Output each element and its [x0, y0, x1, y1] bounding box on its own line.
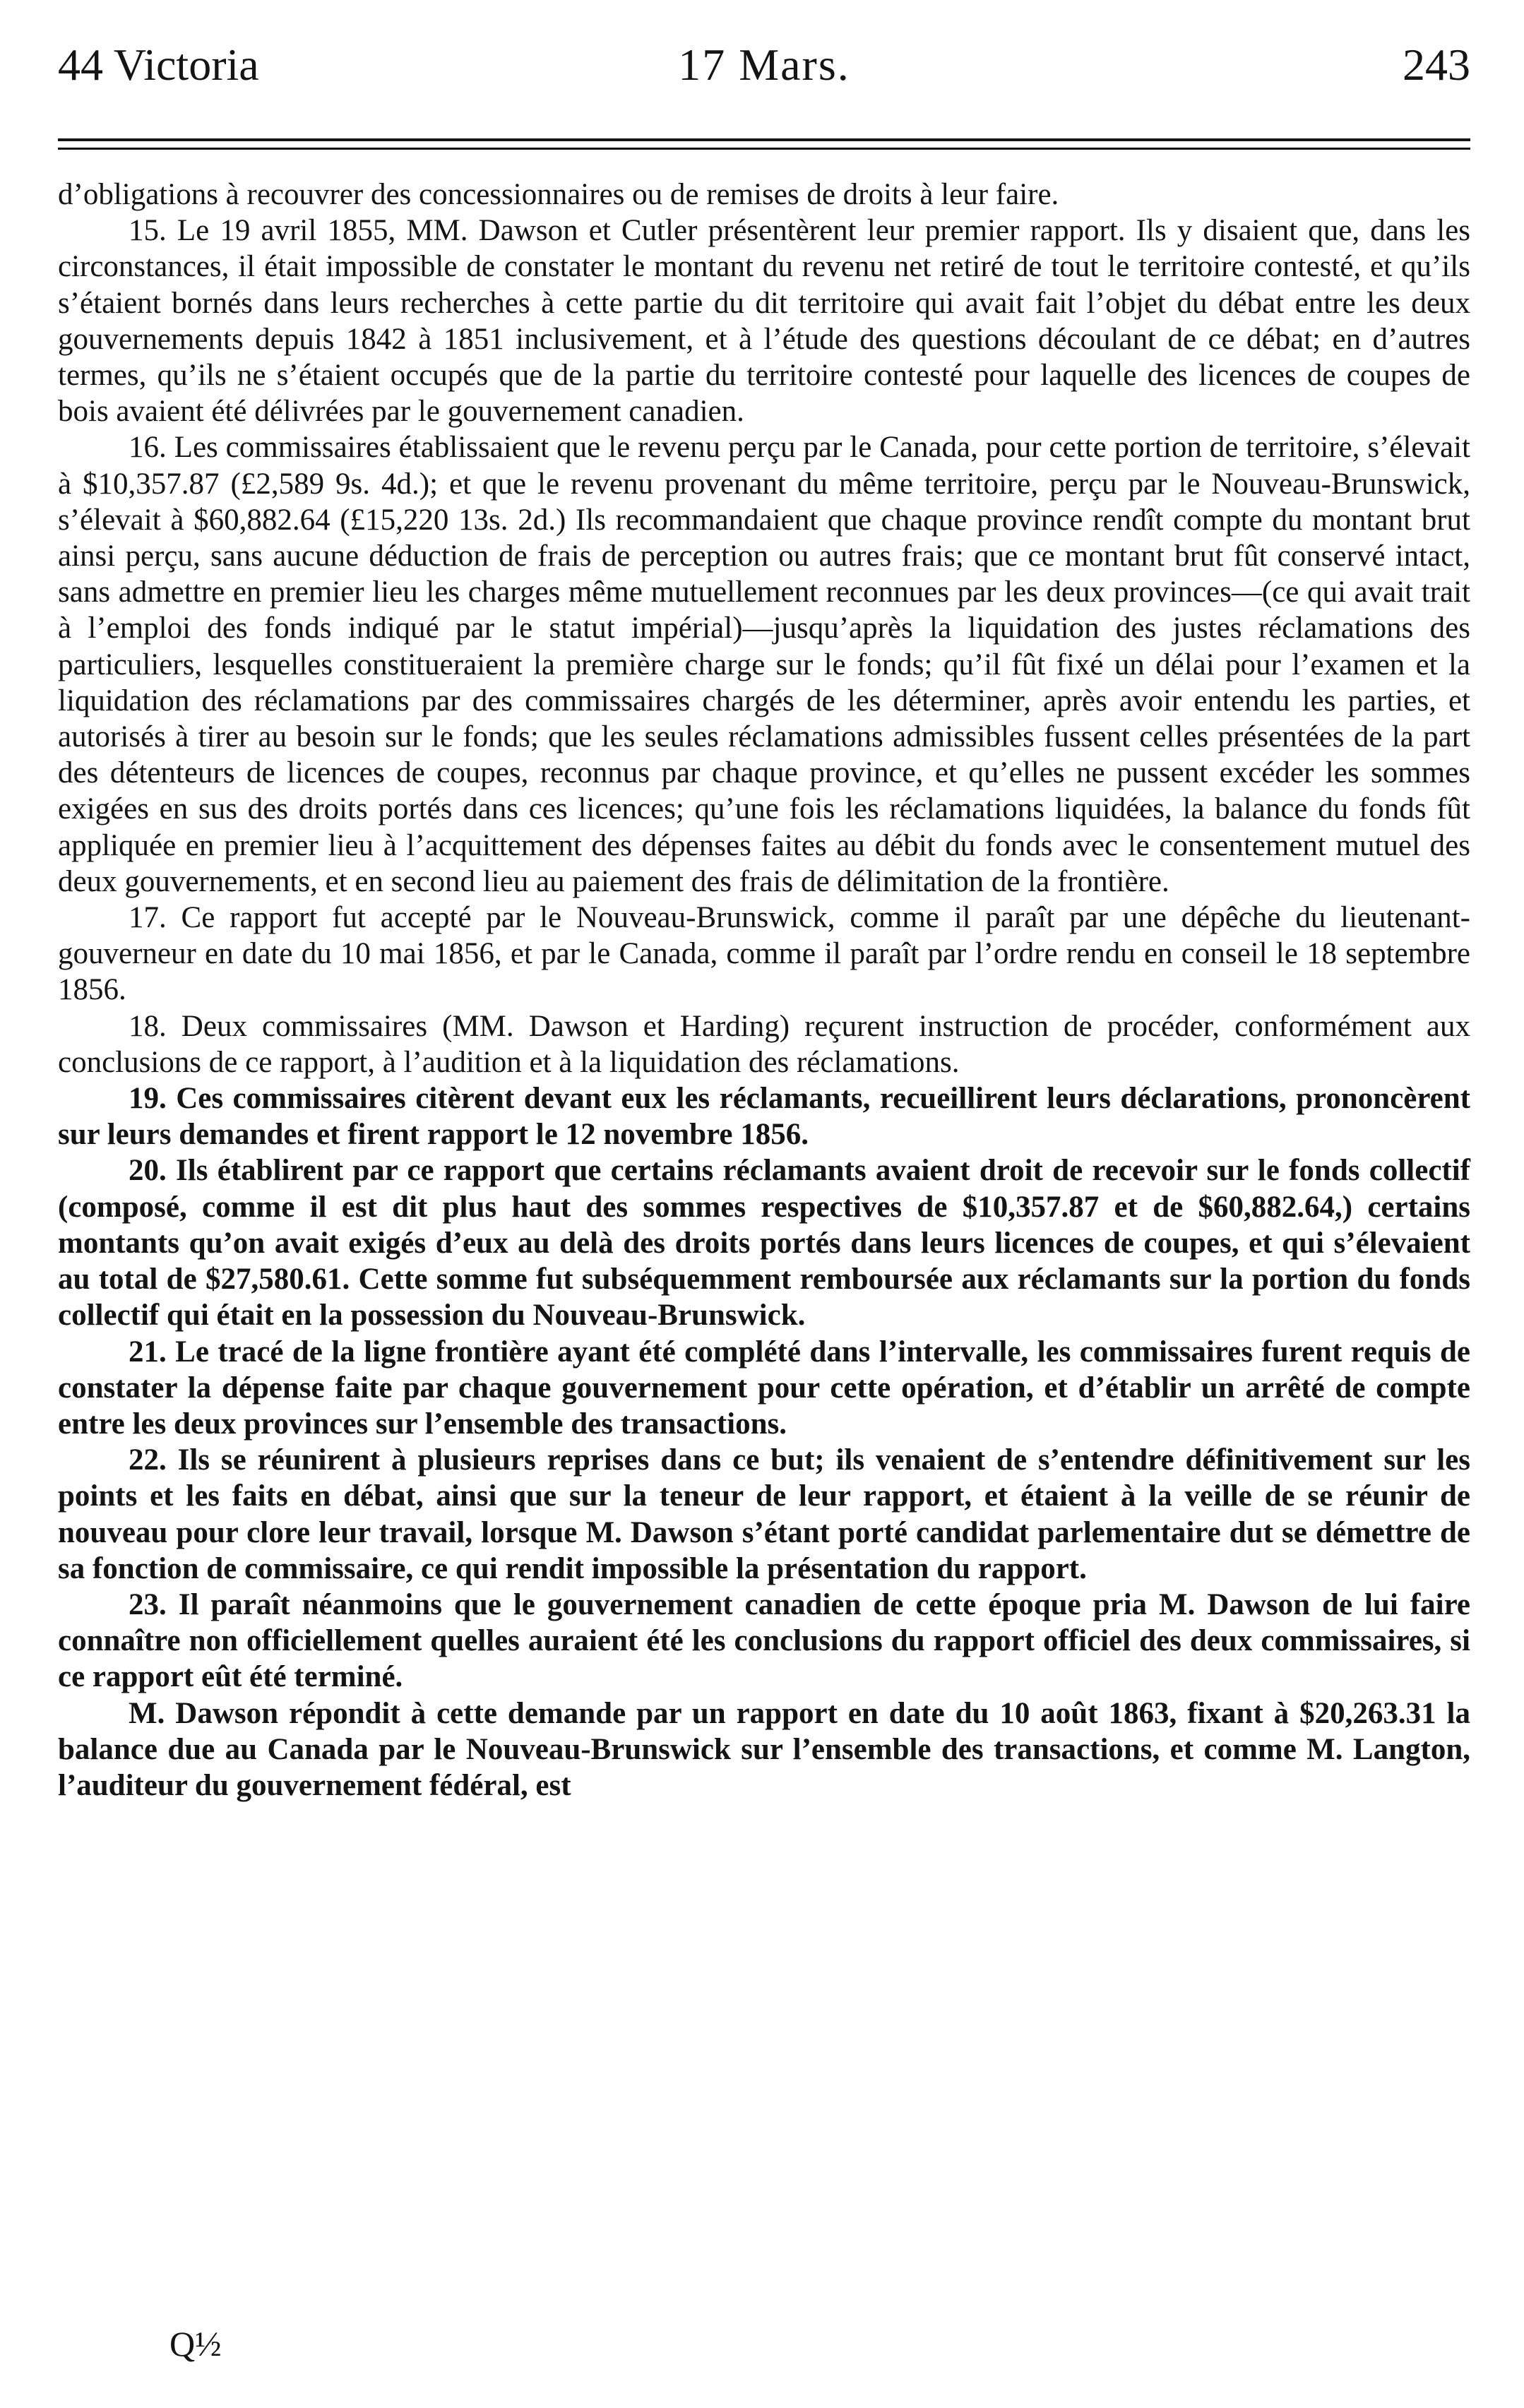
paragraph-21: 21. Le tracé de la ligne frontière ayant été complété dans l’intervalle, les commissaires furent requis de constater la dépense faite par chaque gouvernement pour cette opération, et d’établir un arrêté de compte entre les deux provinces sur l’ensemble des transactions.: [58, 1335, 1470, 1441]
signature-mark: Q½: [169, 2324, 222, 2364]
paragraph-23: 23. Il paraît néanmoins que le gouvernement canadien de cette époque pria M. Dawson de lui faire connaître non officiellement quelles auraient été les conclusions du rapport officiel des deux commissaires, si ce rapport eût été terminé.: [58, 1587, 1470, 1694]
paragraph-16: 16. Les commissaires établissaient que le revenu perçu par le Canada, pour cette portion de territoire, s’élevait à $10,357.87 (£2,589 9s. 4d.); et que le revenu provenant du même territoire, perçu par le Nouveau-Brunswick, s’élevait à $60,882.64 (£15,220 13s. 2d.) Ils recommandaient que chaque province rendît compte du montant brut ainsi perçu, sans aucune déduction de frais de perception ou autres frais; que ce montant brut fût conservé intact, sans admettre en premier lieu les charges même mutuellement reconnues par les deux provinces—(ce qui avait trait à l’emploi des fonds indiqué par le statut impérial)—jusqu’après la liquidation des justes réclamations des particuliers, lesquelles constitueraient la première charge sur le fonds; qu’il fût fixé un délai pour l’examen et la liquidation des réclamations par des commissaires chargés de les déterminer, après avoir entendu les parties, et autorisés à tirer au besoin sur le fonds; que les seules réclamations admissibles fussent celles présentées de la part des détenteurs de licences de coupes, reconnus par chaque province, et qu’elles ne pussent excéder les sommes exigées en sus des droits portés dans ces licences; qu’une fois les réclamations liquidées, la balance du fonds fût appliquée en premier lieu à l’acquittement des dépenses faites au débit du fonds avec le consentement mutuel des deux gouvernements, et en second lieu au paiement des frais de délimitation de la frontière.: [58, 431, 1470, 898]
paragraph-14-end: d’obligations à recouvrer des concessionnaires ou de remises de droits à leur faire.: [58, 178, 1059, 211]
paragraph-19: 19. Ces commissaires citèrent devant eux les réclamants, recueillirent leurs déclarations, prononcèrent sur leurs demandes et firent rapport le 12 novembre 1856.: [58, 1082, 1470, 1152]
paragraph-15: 15. Le 19 avril 1855, MM. Dawson et Cutler présentèrent leur premier rapport. Ils y disaient que, dans les circonstances, il était impossible de constater le montant du revenu net retiré de tout le territoire contesté, et qu’ils s’étaient bornés dans leurs recherches à cette partie du dit territoire qui avait fait l’objet du débat entre les deux gouvernements depuis 1842 à 1851 inclusivement, et à l’étude des questions découlant de ce débat; en d’autres termes, qu’ils ne s’étaient occupés que de la partie du territoire contesté pour laquelle des licences de coupes de bois avaient été délivrées par le gouvernement canadien.: [58, 214, 1470, 429]
header-session: 44 Victoria: [58, 40, 259, 90]
body-text: [58, 177, 1470, 1804]
paragraph-17: 17. Ce rapport fut accepté par le Nouveau-Brunswick, comme il paraît par une dépêche du lieutenant-gouverneur en date du 10 mai 1856, et par le Canada, comme il paraît par l’ordre rendu en conseil le 18 septembre 1856.: [58, 901, 1470, 1007]
header-date: 17 Mars.: [678, 40, 850, 90]
paragraph-22: 22. Ils se réunirent à plusieurs reprises dans ce but; ils venaient de s’entendre définitivement sur les points et les faits en débat, ainsi que sur la teneur de leur rapport, et étaient à la veille de se réunir de nouveau pour clore leur travail, lorsque M. Dawson s’étant porté candidat parlementaire dut se démettre de sa fonction de commissaire, ce qui rendit impossible la présentation du rapport.: [58, 1443, 1470, 1585]
page-number: 243: [1403, 40, 1470, 90]
page-header: [58, 39, 1470, 117]
header-rule-bottom: [58, 148, 1470, 150]
paragraph-20: 20. Ils établirent par ce rapport que certains réclamants avaient droit de recevoir sur le fonds collectif (composé, comme il est dit plus haut des sommes respectives de $10,357.87 et de $60,882.64,) certains montants qu’on avait exigés d’eux au delà des droits portés dans leurs licences de coupes, et qui s’élevaient au total de $27,580.61. Cette somme fut subséquemment remboursée aux réclamants sur la portion du fonds collectif qui était en la possession du Nouveau-Brunswick.: [58, 1154, 1470, 1333]
header-rule-top: [58, 138, 1470, 141]
paragraph-dawson-reply: M. Dawson répondit à cette demande par un rapport en date du 10 août 1863, fixant à $20,263.31 la balance due au Canada par le Nouveau-Brunswick sur l’ensemble des transactions, et comme M. Langton, l’auditeur du gouvernement fédéral, est: [58, 1696, 1470, 1802]
paragraph-18: 18. Deux commissaires (MM. Dawson et Harding) reçurent instruction de procéder, conformément aux conclusions de ce rapport, à l’audition et à la liquidation des réclamations.: [58, 1009, 1470, 1079]
